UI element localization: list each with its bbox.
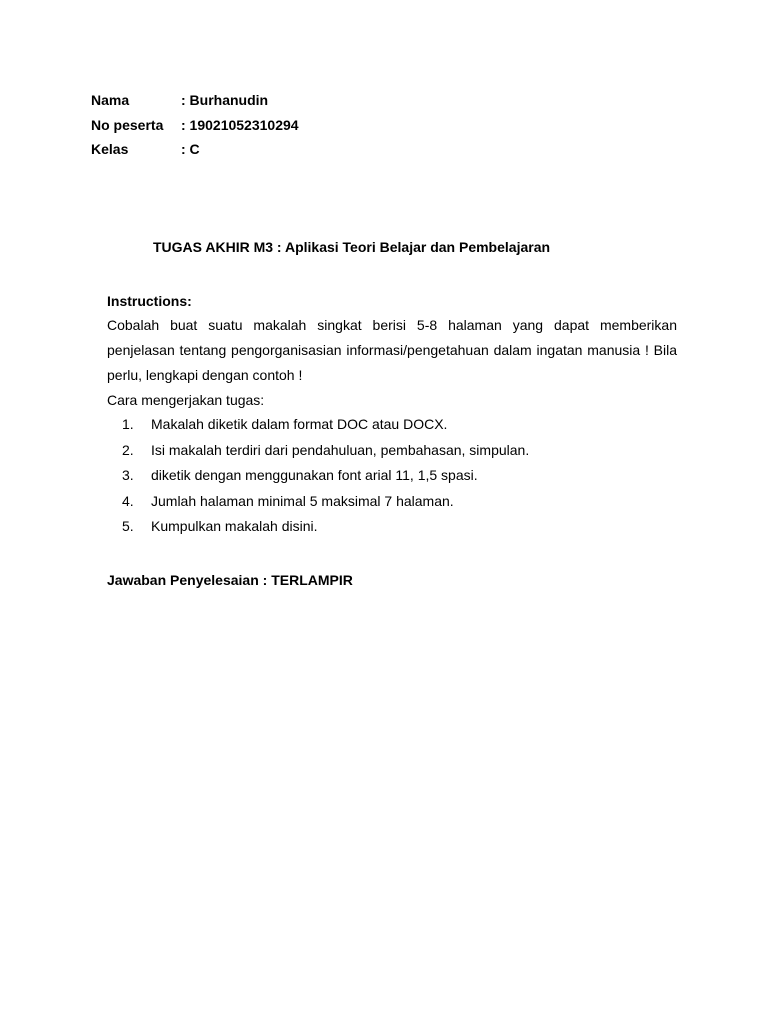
- instructions-heading: Instructions:: [107, 293, 192, 309]
- info-row-kelas: [91, 137, 299, 162]
- instructions-section: [107, 289, 677, 540]
- list-item: [107, 438, 677, 464]
- step-number-text: 5.: [122, 518, 134, 534]
- step-text: diketik dengan menggunakan font arial 11, 1,5 spasi.: [151, 467, 478, 483]
- step-text: Jumlah halaman minimal 5 maksimal 7 halaman.: [151, 492, 454, 509]
- info-value: : 19021052310294: [181, 116, 299, 133]
- step-number: [107, 514, 151, 540]
- step-number: [107, 489, 151, 515]
- step-number: [107, 412, 151, 438]
- info-row-nama: [91, 88, 299, 113]
- step-text: Kumpulkan makalah disini.: [151, 518, 318, 534]
- info-label: Kelas: [91, 141, 129, 157]
- step-text: Makalah diketik dalam format DOC atau DOCX.: [151, 416, 448, 432]
- student-info: [91, 88, 299, 162]
- list-item: [107, 463, 677, 489]
- list-item: [107, 514, 677, 540]
- answer-line: Jawaban Penyelesaian : TERLAMPIR: [107, 572, 353, 588]
- step-number-text: 1.: [122, 416, 134, 432]
- assignment-title: TUGAS AKHIR M3 : Aplikasi Teori Belajar dan Pembelajaran: [153, 239, 551, 255]
- step-text: Isi makalah terdiri dari pendahuluan, pembahasan, simpulan.: [151, 441, 530, 458]
- instructions-paragraph: Cobalah buat suatu makalah singkat berisi 5-8 halaman yang dapat memberikan penjelasan tentang pengorganisasian informasi/pengetahuan dalam ingatan manusia ! Bila perlu, lengkapi dengan contoh !: [107, 317, 677, 383]
- step-number-text: 2.: [122, 441, 134, 458]
- cara-label: Cara mengerjakan tugas:: [107, 392, 265, 408]
- step-number-text: 3.: [122, 467, 134, 483]
- info-row-no-peserta: [91, 113, 299, 138]
- info-value: : Burhanudin: [181, 92, 269, 108]
- step-number-text: 4.: [122, 492, 134, 509]
- list-item: [107, 412, 677, 438]
- list-item: [107, 489, 677, 515]
- step-number: [107, 463, 151, 489]
- info-label: Nama: [91, 92, 130, 108]
- info-value: : C: [181, 141, 200, 157]
- steps-list: [107, 412, 677, 540]
- step-number: [107, 438, 151, 464]
- info-label: No peserta: [91, 116, 164, 133]
